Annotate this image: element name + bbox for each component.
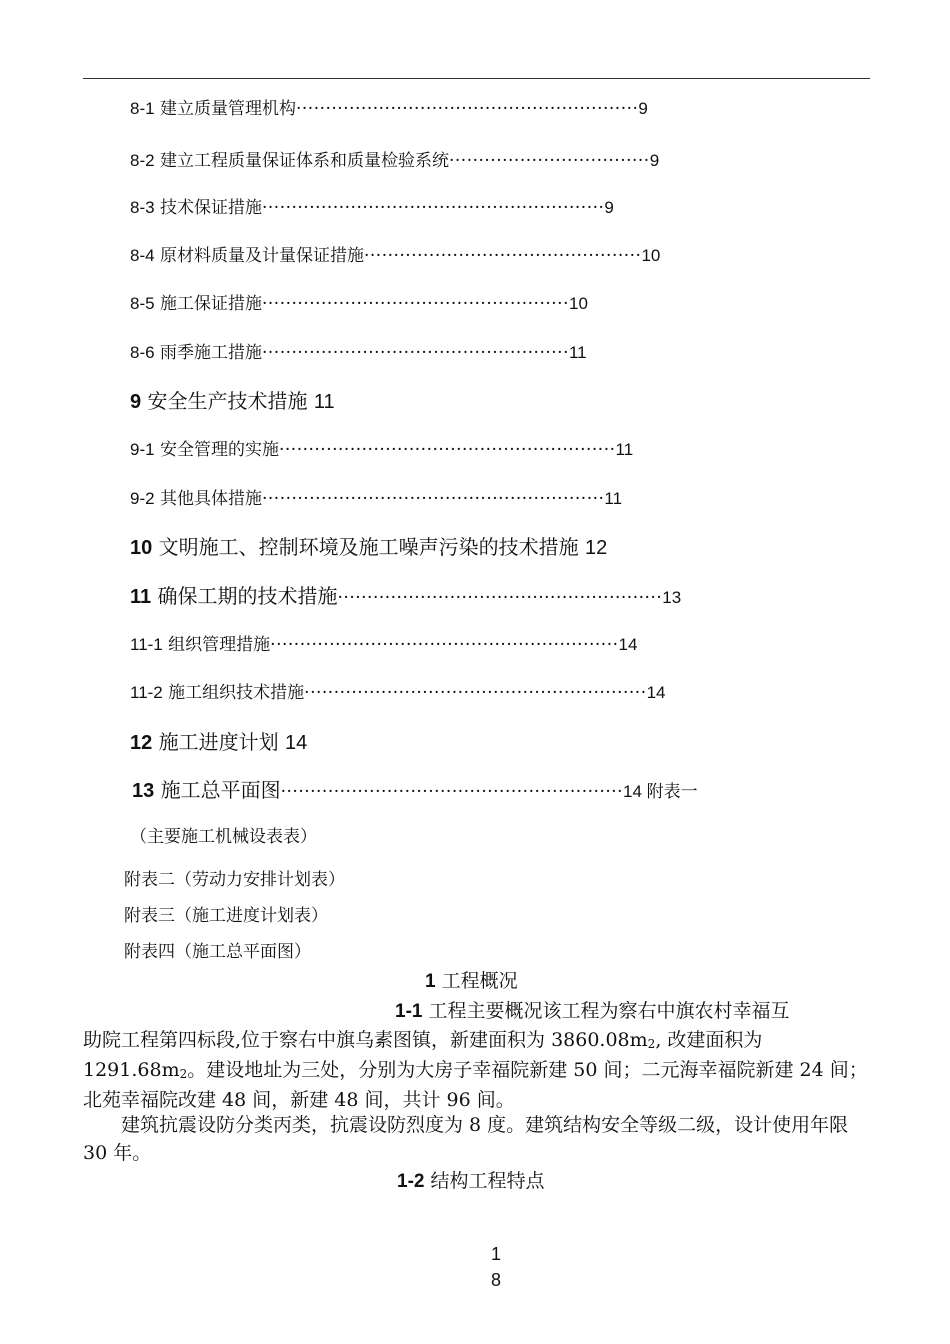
page-number-line-2: 8 (490, 1270, 501, 1290)
toc-number: 8-5 (130, 294, 155, 313)
toc-page: 10 (641, 246, 661, 265)
toc-page: 9 (649, 151, 660, 170)
paragraph-seismic: 建筑抗震设防分类丙类，抗震设防烈度为 8 度。建筑结构安全等级二级，设计使用年限 30 年。 (83, 1114, 849, 1164)
paragraph-text: , 改建面积为 (655, 1029, 763, 1051)
toc-leader: ···················································· (261, 294, 569, 314)
toc-number: 8-6 (130, 343, 155, 362)
toc-leader: ··············································· (363, 246, 642, 266)
paragraph-overview (83, 997, 868, 1114)
toc-title: 确保工期的技术措施 (157, 584, 338, 608)
toc-leader: ·························································· (261, 198, 605, 218)
toc-number: 11-2 (130, 683, 163, 702)
toc-title: 文明施工、控制环境及施工噪声污染的技术措施 (158, 535, 579, 559)
appendix-3: 附表三（施工进度计划表） (124, 906, 328, 926)
subsection-number: 1-1 (395, 1001, 423, 1022)
page-number-line-1: 1 (490, 1244, 501, 1264)
appendix-4: 附表四（施工总平面图） (124, 942, 311, 962)
toc-page: 11 (568, 343, 587, 362)
section-number: 1 (425, 971, 436, 992)
toc-page: 14 附表一 (623, 782, 698, 801)
superscript: 2 (179, 1067, 188, 1081)
toc-title: 安全生产技术措施 (147, 389, 308, 413)
toc-entry-8-3[interactable] (130, 197, 614, 219)
toc-leader: ·························································· (280, 782, 624, 802)
toc-leader: ·························································· (295, 99, 639, 119)
toc-number: 8-3 (130, 198, 155, 217)
toc-page: 11 (313, 391, 335, 413)
toc-title: 原材料质量及计量保证措施 (159, 246, 364, 266)
toc-number: 10 (130, 537, 153, 559)
toc-entry-8-2[interactable] (130, 150, 659, 172)
toc-number: 8-1 (130, 99, 155, 118)
toc-number: 13 (132, 780, 155, 802)
toc-entry-8-4[interactable] (130, 245, 660, 267)
toc-title: 施工进度计划 (158, 730, 279, 754)
toc-number: 9 (130, 391, 142, 413)
paragraph-text: 1291.68m (83, 1059, 180, 1081)
toc-title: 技术保证措施 (159, 198, 262, 218)
section-title: 工程概况 (441, 970, 518, 992)
toc-page: 14 (646, 683, 666, 702)
paragraph-body (83, 1026, 868, 1114)
toc-entry-10[interactable] (130, 534, 607, 561)
toc-page: 9 (604, 198, 614, 217)
toc-title: 组织管理措施 (168, 635, 271, 655)
toc-title: 建立质量管理机构 (159, 99, 296, 119)
toc-entry-13[interactable] (132, 777, 698, 805)
toc-entry-8-6[interactable] (130, 342, 587, 364)
toc-entry-9-1[interactable] (130, 439, 633, 461)
toc-entry-8-1[interactable] (130, 98, 648, 120)
paragraph-text: 助院工程第四标段,位于察右中旗乌素图镇，新建面积为 3860.08m (83, 1029, 648, 1051)
section-number: 1-2 (397, 1171, 425, 1192)
toc-title: 建立工程质量保证体系和质量检验系统 (159, 151, 449, 171)
toc-page: 11 (604, 489, 623, 508)
appendix-1: （主要施工机械设表表） (130, 827, 317, 847)
toc-title: 其他具体措施 (159, 489, 262, 509)
toc-leader: ···················································· (261, 343, 569, 363)
section-heading-1-2 (397, 1169, 545, 1194)
appendix-2: 附表二（劳动力安排计划表） (124, 870, 345, 890)
toc-title: 雨季施工措施 (159, 343, 262, 363)
toc-number: 12 (130, 732, 153, 754)
paragraph-text: 工程主要概况该工程为察右中旗农村幸福互 (428, 1000, 790, 1022)
toc-entry-9-2[interactable] (130, 488, 622, 510)
toc-number: 11-1 (130, 635, 163, 654)
toc-entry-12[interactable] (130, 729, 307, 756)
header-rule (83, 78, 870, 79)
toc-title: 施工组织技术措施 (168, 683, 305, 703)
section-title: 结构工程特点 (430, 1170, 545, 1192)
toc-entry-11-1[interactable] (130, 634, 637, 656)
paragraph-text: 。建设地址为三处，分别为大房子幸福院新建 50 间；二元海幸福院新建 24 间；北苑幸福院改建 48 间，新建 48 间，共计 96 间。 (83, 1059, 868, 1111)
paragraph-first-line (83, 997, 868, 1026)
toc-page: 9 (638, 99, 648, 118)
toc-title: 施工保证措施 (159, 294, 262, 314)
toc-page: 13 (662, 588, 682, 607)
toc-entry-11-2[interactable] (130, 682, 666, 704)
toc-number: 8-2 (130, 151, 155, 170)
toc-leader: ·························································· (261, 489, 605, 509)
toc-page: 14 (618, 635, 638, 654)
section-heading-1 (425, 969, 518, 994)
toc-number: 11 (130, 586, 152, 608)
toc-page: 11 (615, 440, 634, 459)
toc-leader: ························································· (278, 440, 616, 460)
toc-title: 安全管理的实施 (159, 440, 279, 460)
toc-page: 12 (584, 537, 608, 559)
toc-leader: ·························································· (304, 683, 647, 703)
toc-number: 8-4 (130, 246, 155, 265)
toc-number: 9-2 (130, 489, 155, 508)
superscript: 2 (647, 1037, 656, 1051)
toc-leader: ······················································· (337, 588, 663, 608)
toc-leader: ·································· (448, 151, 650, 171)
toc-page: 14 (284, 732, 308, 754)
toc-entry-8-5[interactable] (130, 293, 588, 315)
toc-leader: ··························································· (270, 635, 619, 655)
toc-number: 9-1 (130, 440, 155, 459)
toc-entry-9[interactable] (130, 388, 335, 415)
toc-title: 施工总平面图 (160, 778, 281, 802)
toc-page: 10 (568, 294, 588, 313)
toc-entry-11[interactable] (130, 583, 681, 611)
